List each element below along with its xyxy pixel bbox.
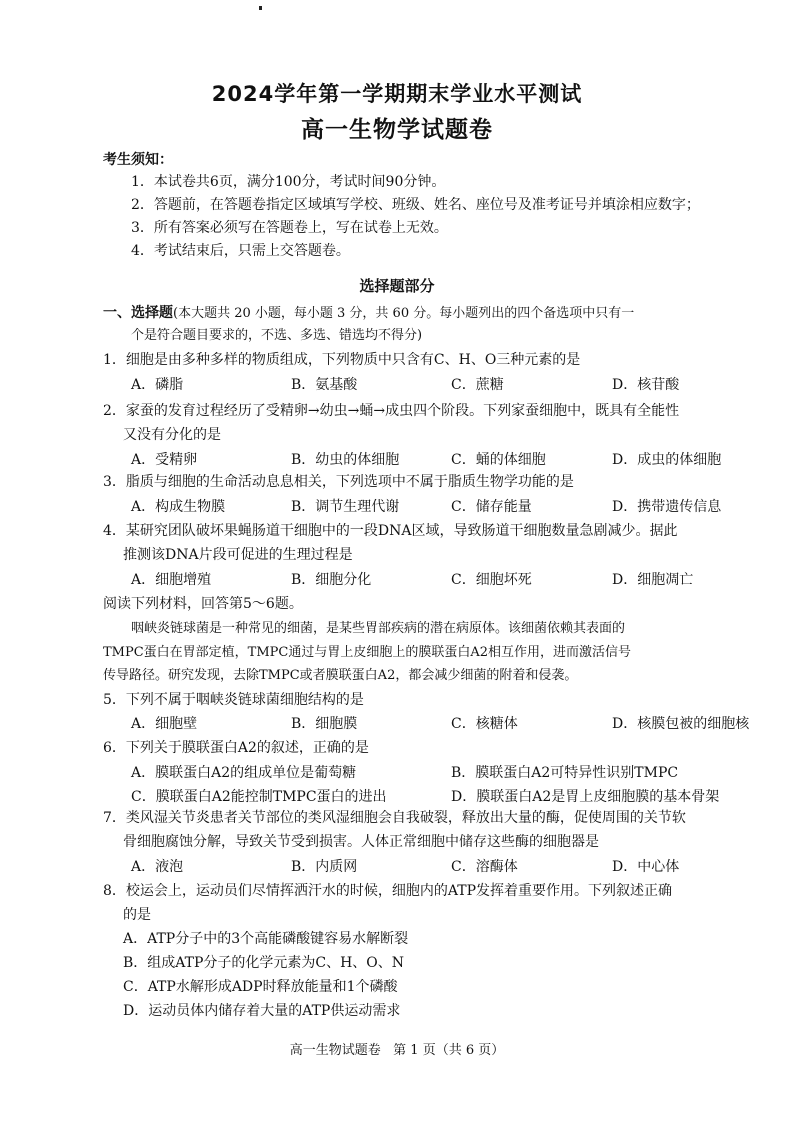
reading-paragraph: TMPC蛋白在胃部定植，TMPC通过与胃上皮细胞上的膜联蛋白A2相互作用，进而激活信号	[103, 645, 632, 660]
section-instruction	[103, 303, 634, 324]
reading-intro: 阅读下列材料，回答第5～6题。	[103, 596, 303, 612]
option-c: C．储存能量	[451, 499, 532, 515]
exam-subtitle: 高一生物学试题卷	[301, 117, 493, 143]
scan-mark	[259, 6, 262, 10]
instruction-text: (本大题共 20 小题，每小题 3 分，共 60 分。每小题列出的四个备选项中只有一	[173, 306, 635, 321]
question-stem: 8．校运会上，运动员们尽情挥洒汗水的时候，细胞内的ATP发挥着重要作用。下列叙述正确	[103, 883, 673, 899]
notice-item: 1．本试卷共6页，满分100分，考试时间90分钟。	[131, 174, 446, 190]
page-footer: 高一生物试题卷 第 1 页（共 6 页）	[289, 1043, 505, 1058]
exam-title: 2024学年第一学期期末学业水平测试	[211, 82, 583, 106]
option-b: B．幼虫的体细胞	[291, 452, 400, 468]
question-stem: 1．细胞是由多种多样的物质组成，下列物质中只含有C、H、O三种元素的是	[103, 352, 581, 368]
option-a: A．液泡	[131, 859, 184, 875]
option-a: A．磷脂	[131, 377, 184, 393]
option-c: C．膜联蛋白A2能控制TMPC蛋白的进出	[131, 789, 387, 805]
question-stem: 6．下列关于膜联蛋白A2的叙述，正确的是	[103, 740, 369, 756]
question-stem: 4．某研究团队破坏果蝇肠道干细胞中的一段DNA区域，导致肠道干细胞数量急剧减少。据此	[103, 523, 678, 539]
option-c: C．核糖体	[451, 716, 518, 732]
option-a: A．ATP分子中的3个高能磷酸键容易水解断裂	[123, 931, 409, 947]
notice-item: 3．所有答案必须写在答题卷上，写在试卷上无效。	[131, 220, 448, 236]
section-title: 选择题部分	[359, 277, 435, 295]
notice-heading: 考生须知：	[103, 152, 173, 168]
instruction-label: 一、选择题	[103, 305, 173, 321]
section-instruction-cont: 个是符合题目要求的，不选、多选、错选均不得分)	[131, 328, 423, 343]
notice-item: 4．考试结束后，只需上交答题卷。	[131, 243, 350, 259]
option-d: D．细胞凋亡	[612, 572, 694, 588]
option-d: D．膜联蛋白A2是胃上皮细胞膜的基本骨架	[451, 789, 720, 805]
question-stem-cont: 的是	[123, 907, 151, 923]
question-stem-cont: 骨细胞腐蚀分解，导致关节受到损害。人体正常细胞中储存这些酶的细胞器是	[123, 834, 599, 850]
question-stem: 2．家蚕的发育过程经历了受精卵→幼虫→蛹→成虫四个阶段。下列家蚕细胞中，既具有全能性	[103, 403, 680, 419]
option-b: B．调节生理代谢	[291, 499, 400, 515]
question-stem: 7．类风湿关节炎患者关节部位的类风湿细胞会自我破裂，释放出大量的酶，促使周围的关节软	[103, 810, 686, 826]
option-d: D．携带遗传信息	[612, 499, 722, 515]
option-b: B．内质网	[291, 859, 358, 875]
option-a: A．细胞增殖	[131, 572, 212, 588]
option-a: A．膜联蛋白A2的组成单位是葡萄糖	[131, 765, 357, 781]
option-c: C．ATP水解形成ADP时释放能量和1个磷酸	[123, 979, 398, 995]
option-a: A．受精卵	[131, 452, 198, 468]
option-d: D．核苷酸	[612, 377, 680, 393]
option-b: B．膜联蛋白A2可特异性识别TMPC	[451, 765, 679, 781]
notice-item: 2．答题前，在答题卷指定区域填写学校、班级、姓名、座位号及准考证号并填涂相应数字；	[131, 197, 700, 213]
option-c: C．细胞坏死	[451, 572, 532, 588]
option-d: D．运动员体内储存着大量的ATP供运动需求	[123, 1003, 401, 1019]
option-d: D．核膜包被的细胞核	[612, 716, 750, 732]
option-c: C．蛹的体细胞	[451, 452, 546, 468]
question-stem-cont: 又没有分化的是	[123, 427, 221, 443]
option-c: C．蔗糖	[451, 377, 504, 393]
option-a: A．细胞壁	[131, 716, 198, 732]
option-b: B．组成ATP分子的化学元素为C、H、O、N	[123, 955, 405, 971]
option-d: D．中心体	[612, 859, 680, 875]
option-b: B．细胞膜	[291, 716, 358, 732]
option-b: B．氨基酸	[291, 377, 358, 393]
option-b: B．细胞分化	[291, 572, 372, 588]
option-a: A．构成生物膜	[131, 499, 226, 515]
question-stem: 5．下列不属于咽峡炎链球菌细胞结构的是	[103, 692, 364, 708]
option-c: C．溶酶体	[451, 859, 518, 875]
question-stem: 3．脂质与细胞的生命活动息息相关，下列选项中不属于脂质生物学功能的是	[103, 474, 574, 490]
reading-paragraph: 传导路径。研究发现，去除TMPC或者膜联蛋白A2，都会减少细菌的附着和侵袭。	[103, 668, 578, 683]
question-stem-cont: 推测该DNA片段可促进的生理过程是	[123, 547, 353, 563]
reading-paragraph: 咽峡炎链球菌是一种常见的细菌，是某些胃部疾病的潜在病原体。该细菌依赖其表面的	[131, 621, 626, 636]
option-d: D．成虫的体细胞	[612, 452, 722, 468]
